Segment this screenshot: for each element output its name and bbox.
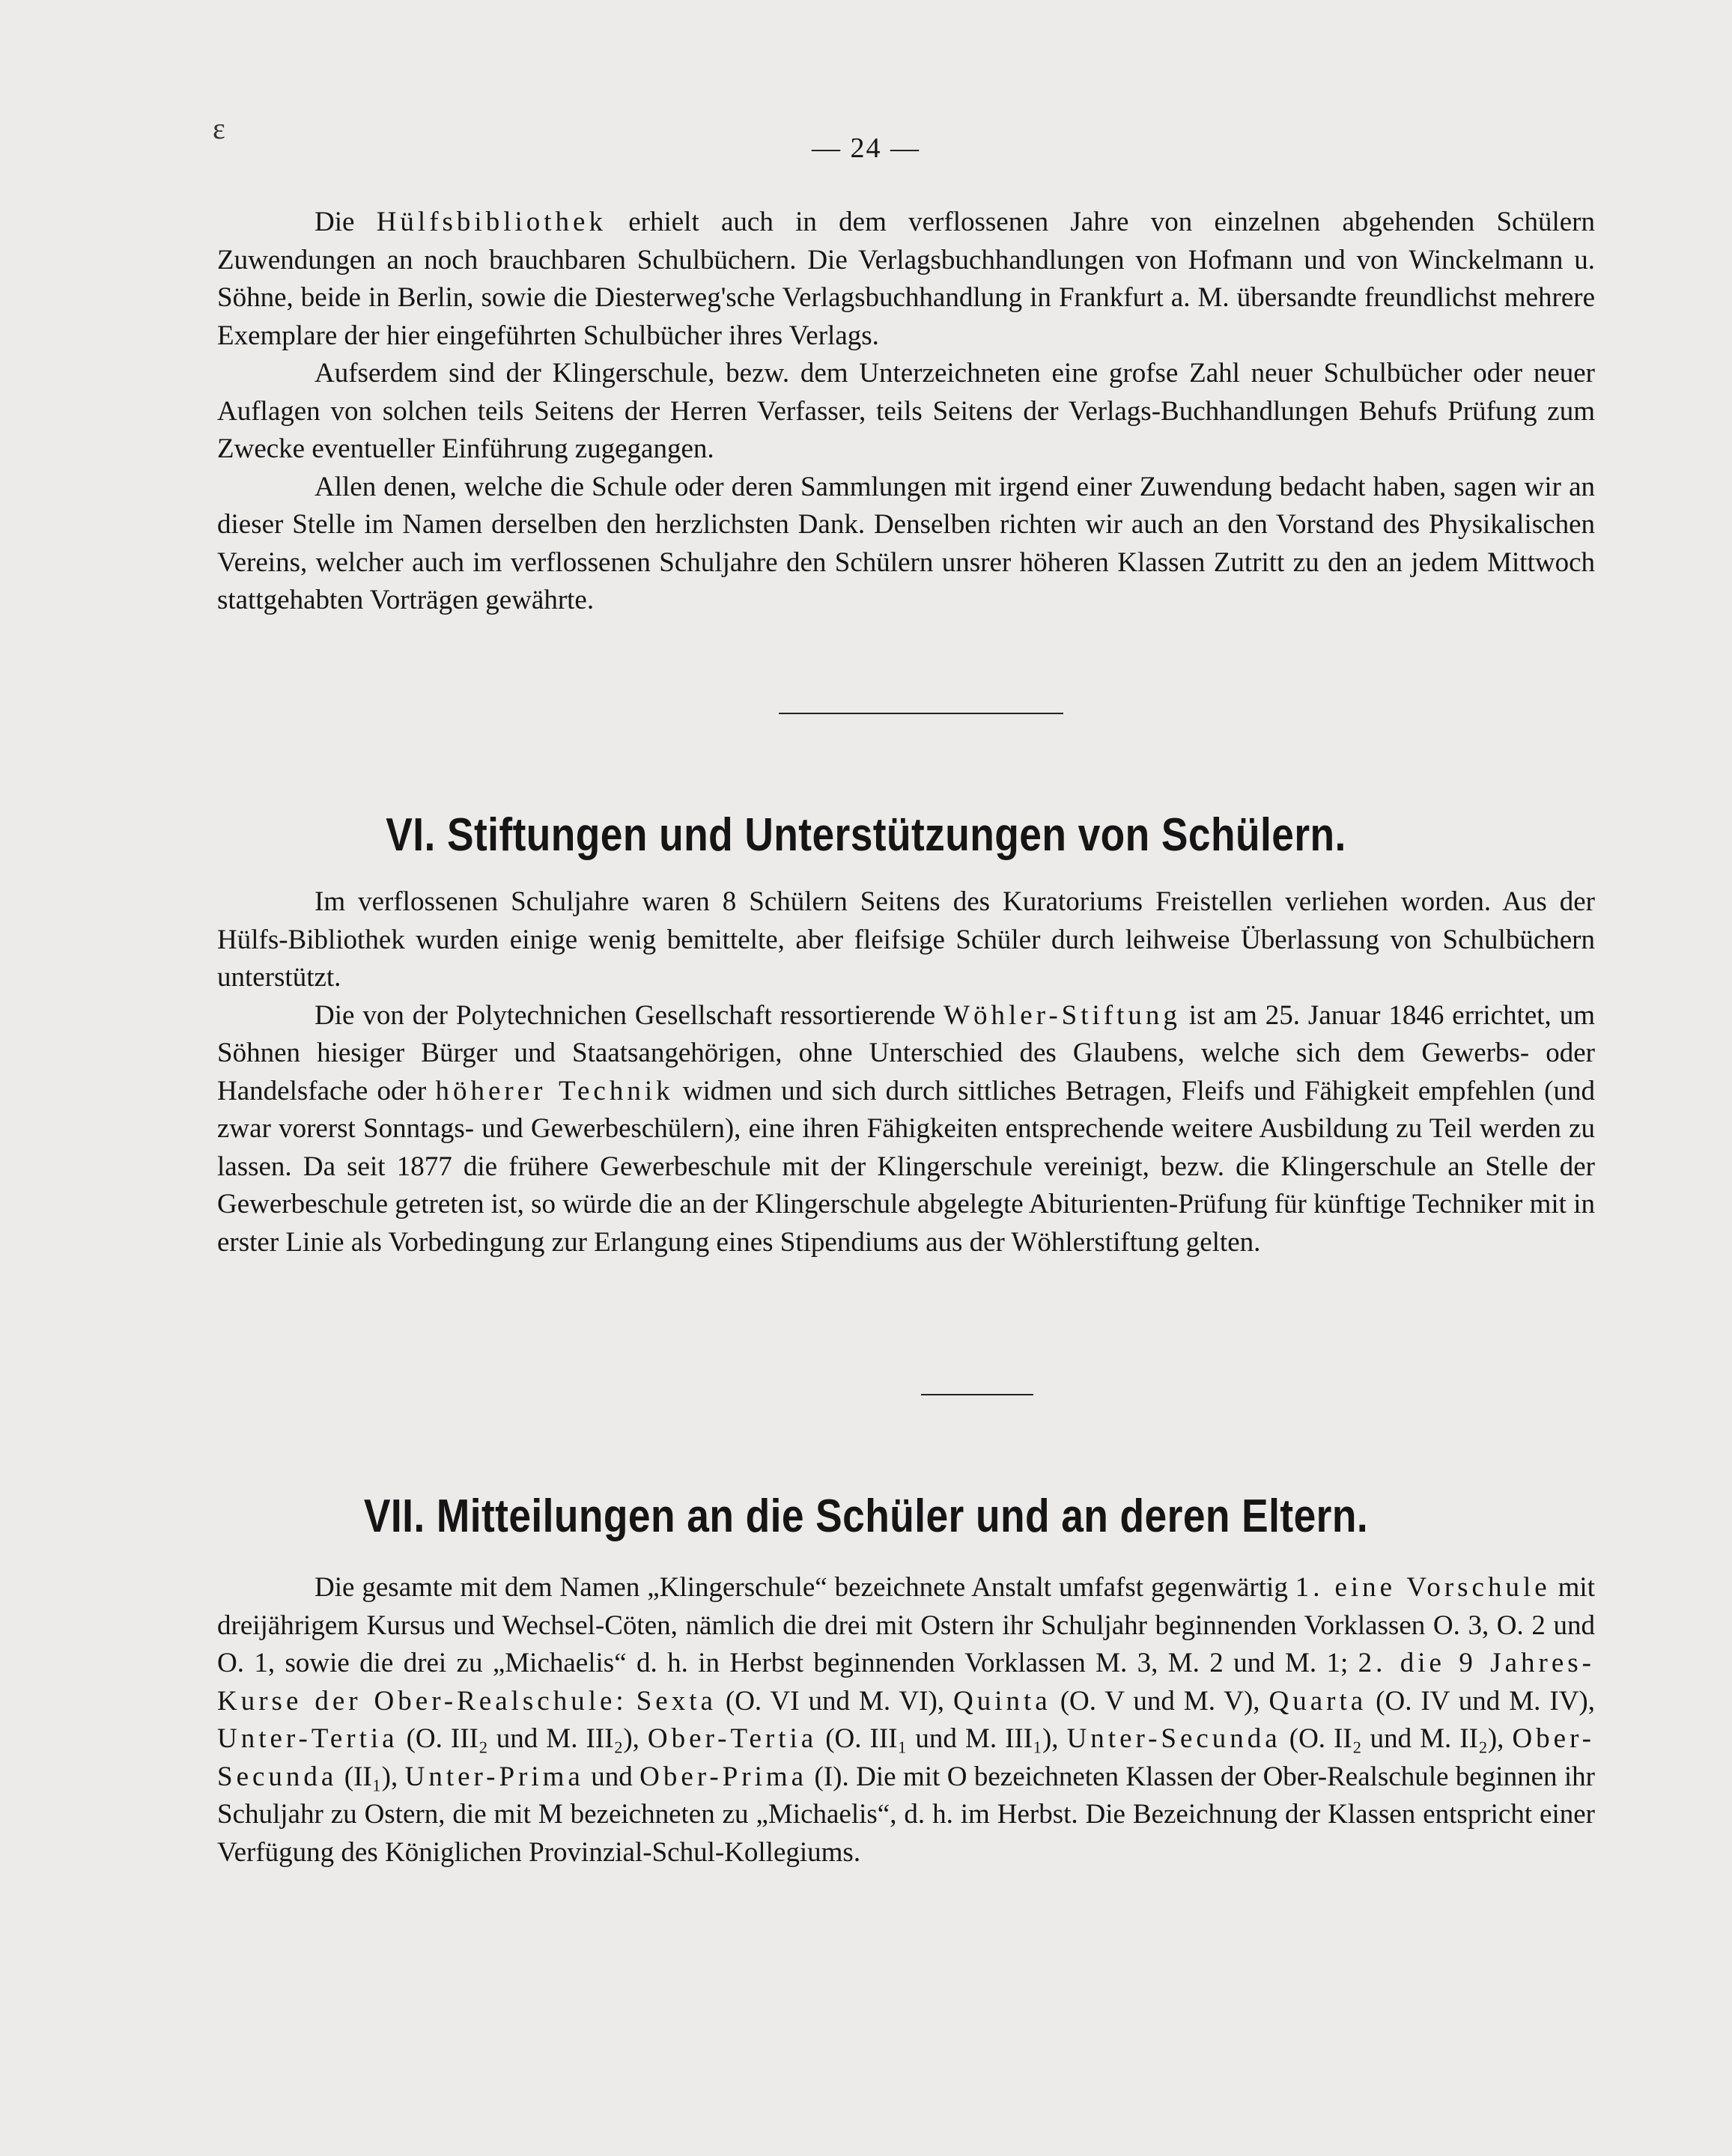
paragraph: Im verflossenen Schuljahre waren 8 Schülern Seitens des Kuratoriums Freistellen verliehen worden. Aus der Hülfs-Bibliothek wurden einige wenig bemittelte, aber fleifsige Schüler durch leihweise Überlassung von Schulbüchern unterstützt. [217, 886, 1595, 993]
section-divider [779, 713, 1063, 714]
paragraph: Die Hülfsbibliothek erhielt auch in dem verflossenen Jahre von einzelnen abgehenden Schülern Zuwendungen an noch brauchbaren Schulbüchern. Die Verlagsbuchhandlungen von Hofmann und von Winckelmann u. Söhne, beide in Berlin, sowie die Diesterweg'sche Verlagsbuchhandlung in Frankfurt a. M. übersandte freundlichst mehrere Exemplare der hier eingeführten Schulbücher ihres Verlags. [217, 207, 1595, 351]
section-divider [921, 1394, 1033, 1395]
paragraph: Die gesamte mit dem Namen „Klingerschule“ bezeichnete Anstalt umfafst gegenwärtig 1. eine Vorschule mit dreijährigem Kursus und Wechsel-Cöten, nämlich die drei mit Ostern ihr Schuljahr beginnenden Vorklassen O. 3, O. 2 und O. 1, sowie die drei zu „Michaelis“ d. h. in Herbst beginnenden Vorklassen M. 3, M. 2 und M. 1; 2. die 9 Jahres-Kurse der Ober-Realschule: Sexta (O. VI und M. VI), Quinta (O. V und M. V), Quarta (O. IV und M. IV), Unter-Tertia (O. III₂ und M. III₂), Ober-Tertia (O. III₁ und M. III₁), Unter-Secunda (O. II₂ und M. II₂), Ober-Secunda (II₁), Unter-Prima und Ober-Prima (I). Die mit O bezeichneten Klassen der Ober-Realschule beginnen ihr Schuljahr zu Ostern, die mit M bezeichneten zu „Michaelis“, d. h. im Herbst. Die Bezeichnung der Klassen entspricht einer Verfügung des Königlichen Provinzial-Schul-Kollegiums. [217, 1572, 1596, 1868]
section-announcements [217, 1569, 1595, 1872]
section-heading-vi: VI. Stiftungen und Unterstützungen von Schülern. [386, 809, 1346, 861]
paragraph: Allen denen, welche die Schule oder deren Sammlungen mit irgend einer Zuwendung bedacht haben, sagen wir an dieser Stelle im Namen derselben den herzlichsten Dank. Denselben richten wir auch an den Vorstand des Physikalischen Vereins, welcher auch im verflossenen Schuljahre den Schülern unsrer höheren Klassen Zutritt zu den an jedem Mittwoch stattgehabten Vorträgen gewährte. [217, 471, 1595, 615]
page-number: — 24 — [812, 133, 920, 164]
section-library [217, 204, 1595, 620]
section-heading-vii: VII. Mitteilungen an die Schüler und an deren Eltern. [363, 1490, 1369, 1542]
margin-mark: ɛ [213, 112, 225, 145]
paragraph: Die von der Polytechnichen Gesellschaft ressortierende Wöhler-Stiftung ist am 25. Januar 1846 errichtet, um Söhnen hiesiger Bürger und Staatsangehörigen, ohne Unterschied des Glaubens, welche sich dem Gewerbs- oder Handelsfache oder höherer Technik widmen und sich durch sittliches Betragen, Fleifs und Fähigkeit empfehlen (und zwar vorerst Sonntags- und Gewerbeschülern), eine ihren Fähigkeiten entsprechende weitere Ausbildung zu Teil werden zu lassen. Da seit 1877 die frühere Gewerbeschule mit der Klingerschule vereinigt, bezw. die Klingerschule an Stelle der Gewerbeschule getreten ist, so würde die an der Klingerschule abgelegte Abiturienten-Prüfung für künftige Techniker mit in erster Linie als Vorbedingung zur Erlangung eines Stipendiums aus der Wöhlerstiftung gelten. [217, 999, 1596, 1258]
paragraph: Aufserdem sind der Klingerschule, bezw. dem Unterzeichneten eine grofse Zahl neuer Schulbücher oder neuer Auflagen von solchen teils Seitens der Herren Verfasser, teils Seitens der Verlags-Buchhandlungen Behufs Prüfung zum Zwecke eventueller Einführung zugegangen. [217, 358, 1595, 464]
section-foundations [217, 883, 1595, 1261]
